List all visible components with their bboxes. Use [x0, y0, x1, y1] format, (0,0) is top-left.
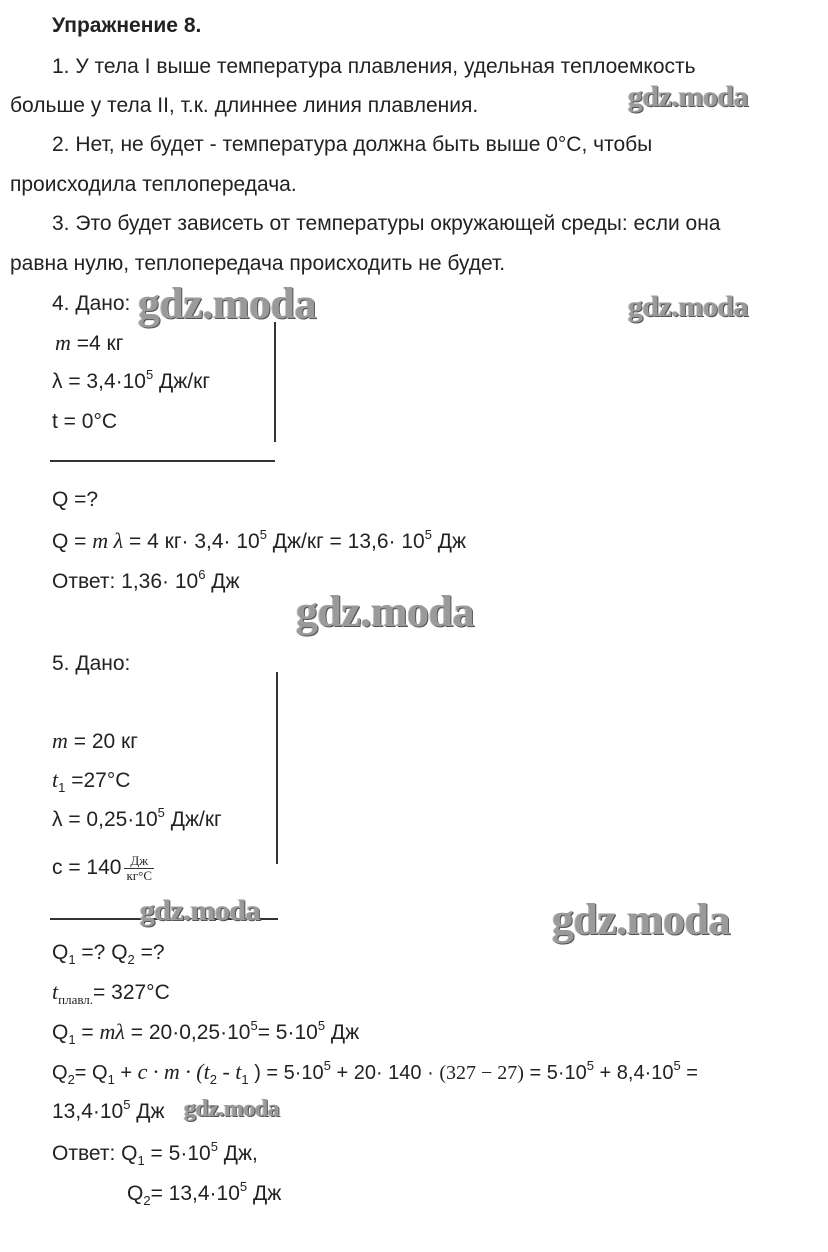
answer-2-line-2: происходила теплопередача.: [10, 173, 297, 196]
problem-5-find: $Q_1$ =? $Q_2$ =?: [52, 941, 165, 967]
answer-2-line-1: 2. Нет, не будет - температура должна быть выше 0°C, чтобы: [52, 133, 653, 156]
problem-5-heat-capacity: c = 140 $\frac{Дж}{кг^\circ C}$: [52, 853, 153, 883]
page-title: Упражнение 8.: [52, 14, 202, 37]
problem-4-mass: m =4 кг: [55, 330, 124, 355]
answer-1-line-2: больше у тела II, т.к. длиннее линия плавления.: [10, 94, 479, 117]
problem-5-q2-result: $13,4\cdot 10^5$ Дж: [52, 1097, 165, 1123]
watermark-logo: gdz.moda: [138, 279, 317, 328]
unit-fraction: $\frac{Дж}{кг^\circ C}$: [126, 853, 153, 883]
problem-5-answer-q2: $Q_2= 13,4\cdot 10^5$ Дж: [127, 1179, 282, 1208]
problem-5-q1: $Q_1 = m\lambda = 20\cdot 0,25\cdot 10^5= 5\cdot 10^5$ Дж: [52, 1018, 360, 1047]
problem-5-answer-q1: Ответ: $Q_1 = 5\cdot 10^5$ Дж,: [52, 1139, 258, 1168]
problem-4-lambda: $\lambda = 3,4\cdot 10^5$ Дж/кг: [52, 367, 211, 393]
problem-4-temperature: t = 0°C: [52, 410, 118, 433]
problem-4-find: Q =?: [52, 488, 99, 511]
watermark-logo: gdz.moda: [296, 587, 475, 636]
watermark-logo: gdz.moda: [140, 894, 261, 927]
problem-5-t1: $t_1 =27^\circ C$: [52, 767, 131, 795]
watermark-logo: gdz.moda: [628, 80, 749, 113]
given-divider-vertical: [274, 322, 276, 442]
problem-5-mass: m = 20 кг: [52, 728, 138, 753]
problem-4-answer: Ответ: $1,36\cdot 10^6$ Дж: [52, 567, 240, 593]
answer-3-line-1: 3. Это будет зависеть от температуры окружающей среды: если она: [52, 212, 721, 235]
answer-3-line-2: равна нулю, теплопередача происходить не будет.: [10, 252, 506, 275]
problem-4-solution: Q = m λ = 4 $кг\cdot 3,4\cdot 10^5$ $Дж/кг = 13,6\cdot 10^5$ Дж: [52, 527, 467, 553]
answer-1-line-1: 1. У тела I выше температура плавления, удельная теплоемкость: [52, 55, 696, 78]
watermark-logo: gdz.moda: [184, 1096, 280, 1122]
problem-5-melting-temperature: $t_{плавл.}= 327^\circ C$: [52, 979, 170, 1007]
problem-5-given-label: 5. Дано:: [52, 652, 131, 675]
problem-4-given-label: 4. Дано:: [52, 292, 131, 315]
watermark-logo: gdz.moda: [552, 895, 731, 944]
given-divider-horizontal: [50, 460, 275, 462]
problem-5-lambda: $\lambda = 0,25\cdot 10^5$ Дж/кг: [52, 805, 222, 831]
problem-5-q2: $Q_2= Q_1 + c \cdot m \cdot (t_2 - t_1$ ) = $5\cdot 10^5 + 20\cdot 140 \cdot (327 - 27) = 5\cdot 10^5 + 8,4\cdot 10^5$ =: [52, 1058, 698, 1087]
given-divider-vertical: [276, 672, 278, 864]
watermark-logo: gdz.moda: [628, 290, 749, 323]
